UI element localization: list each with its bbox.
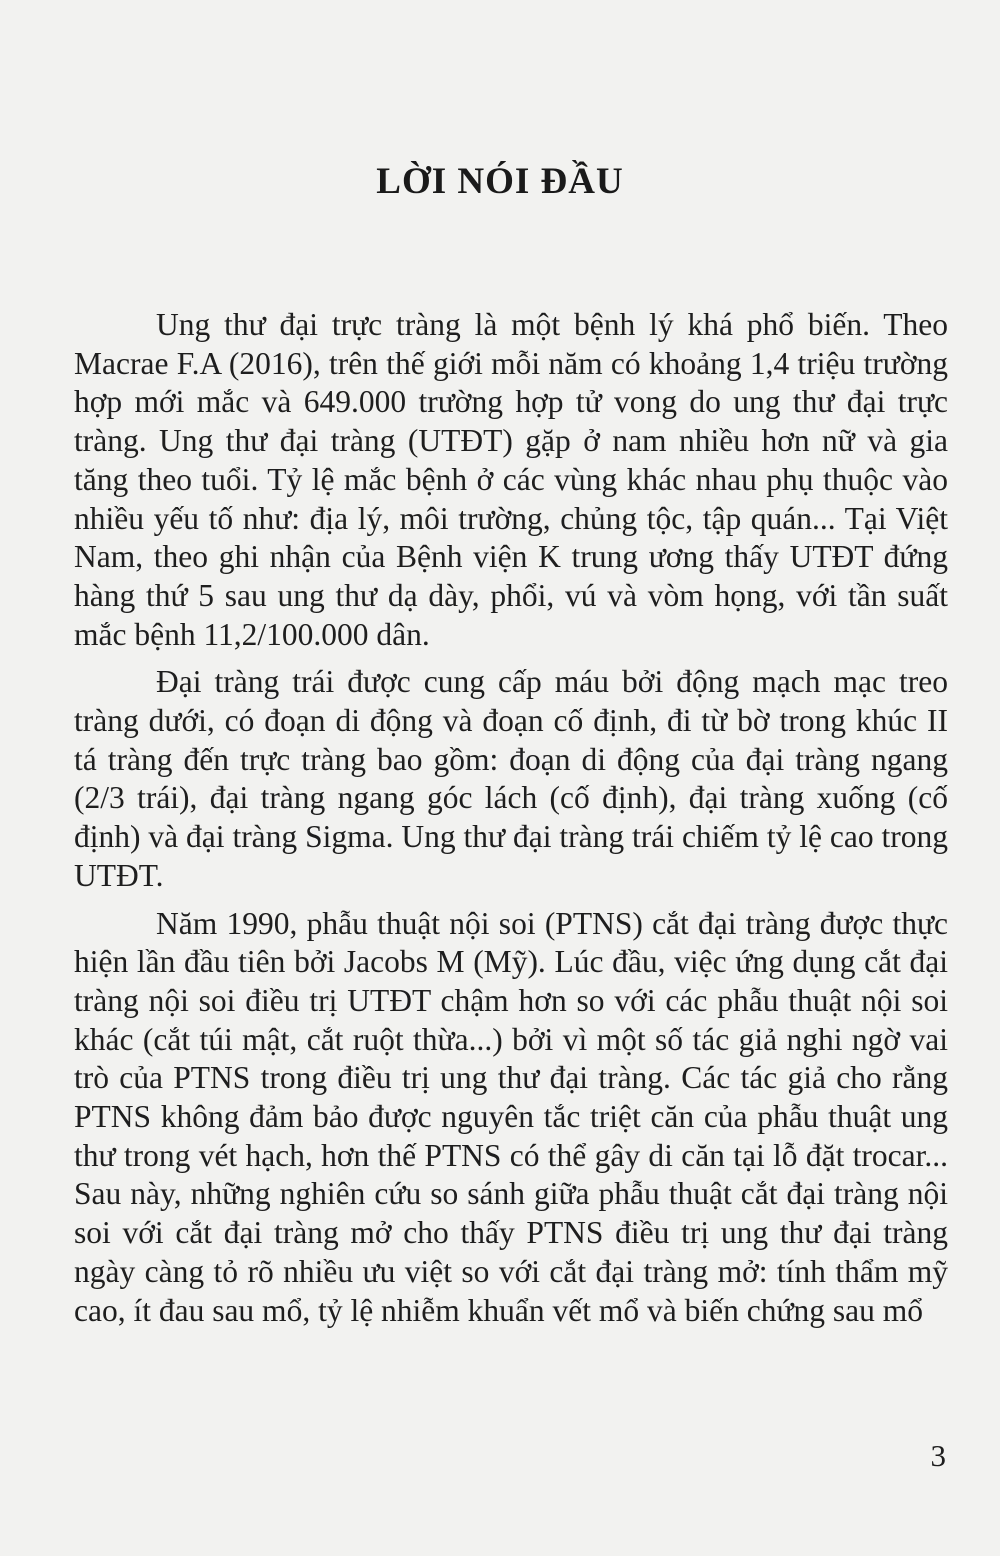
paragraph-1: Ung thư đại trực tràng là một bệnh lý khá phổ biến. Theo Macrae F.A (2016), trên thế giới mỗi năm có khoảng 1,4 triệu trường hợp mới mắc và 649.000 trường hợp tử vong do ung thư đại trực tràng. Ung thư đại tràng (UTĐT) gặp ở nam nhiều hơn nữ và gia tăng theo tuổi. Tỷ lệ mắc bệnh ở các vùng khác nhau phụ thuộc vào nhiều yếu tố như: địa lý, môi trường, chủng tộc, tập quán... Tại Việt Nam, theo ghi nhận của Bệnh viện K trung ương thấy UTĐT đứng hàng thứ 5 sau ung thư dạ dày, phổi, vú và vòm họng, với tần suất mắc bệnh 11,2/100.000 dân. xyxy=(74,307,948,652)
page-number: 3 xyxy=(930,1438,946,1473)
paragraph-2: Đại tràng trái được cung cấp máu bởi động mạch mạc treo tràng dưới, có đoạn di động và đoạn cố định, đi từ bờ trong khúc II tá tràng đến trực tràng bao gồm: đoạn di động của đại tràng ngang (2/3 trái), đại tràng ngang góc lách (cố định), đại tràng xuống (cố định) và đại tràng Sigma. Ung thư đại tràng trái chiếm tỷ lệ cao trong UTĐT. xyxy=(74,664,948,893)
page-title: LỜI NÓI ĐẦU xyxy=(376,161,624,202)
paragraph-3: Năm 1990, phẫu thuật nội soi (PTNS) cắt đại tràng được thực hiện lần đầu tiên bởi Jacobs M (Mỹ). Lúc đầu, việc ứng dụng cắt đại tràng nội soi điều trị UTĐT chậm hơn so với các phẫu thuật nội soi khác (cắt túi mật, cắt ruột thừa...) bởi vì một số tác giả nghi ngờ vai trò của PTNS trong điều trị ung thư đại tràng. Các tác giả cho rằng PTNS không đảm bảo được nguyên tắc triệt căn của phẫu thuật ung thư trong vét hạch, hơn thế PTNS có thể gây di căn tại lỗ đặt trocar... Sau này, những nghiên cứu so sánh giữa phẫu thuật cắt đại tràng nội soi với cắt đại tràng mở cho thấy PTNS điều trị ung thư đại tràng ngày càng tỏ rõ nhiều ưu việt so với cắt đại tràng mở: tính thẩm mỹ cao, ít đau sau mổ, tỷ lệ nhiễm khuẩn vết mổ và biến chứng sau mổ xyxy=(74,905,948,1328)
body-text xyxy=(74,306,948,1339)
